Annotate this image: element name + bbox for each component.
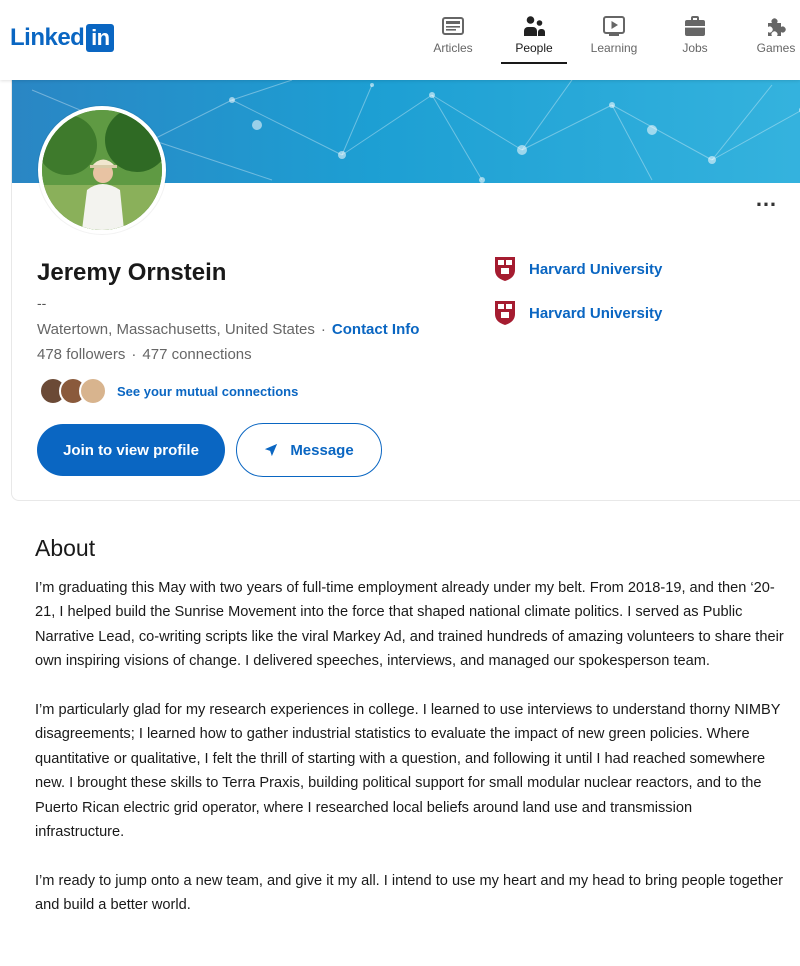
profile-photo-image: [42, 110, 162, 230]
about-paragraph: I’m graduating this May with two years of full-time employment already under my belt. From 2018-19, and then ‘20-21, I helped build the Sunrise Movement into the force that shaped national climate politics. I served as Public Narrative Lead, co-writing scripts like the viral Markey Ad, and trained hundreds of amazing volunteers to share their own inspiring visions of change. I delivered speeches, interviews, and managed our spokesperson team.: [35, 580, 784, 670]
stats-line: [37, 346, 252, 363]
nav-label: People: [515, 41, 553, 55]
nav-label: Jobs: [682, 41, 708, 55]
profile-photo[interactable]: [38, 106, 166, 234]
education-school: Harvard University: [529, 304, 663, 322]
about-title: About: [35, 535, 96, 561]
profile-location: Watertown, Massachusetts, United States: [37, 321, 315, 338]
learning-icon: [602, 14, 626, 38]
more-options-button[interactable]: …: [755, 186, 777, 211]
profile-card: [11, 80, 800, 501]
nav-label: Articles: [433, 41, 473, 55]
nav-item-learning[interactable]: [581, 14, 647, 64]
jobs-icon: [683, 14, 707, 38]
education-school: Harvard University: [529, 260, 663, 278]
separator-dot: ·: [320, 321, 326, 338]
message-button-label: Message: [290, 441, 354, 459]
harvard-shield-icon: [494, 256, 516, 282]
nav-label: Games: [756, 41, 796, 55]
about-paragraph: I’m ready to jump onto a new team, and give it my all. I intend to use my heart and my head to bring people together and build a better world.: [35, 872, 783, 914]
nav-item-games[interactable]: [743, 14, 800, 64]
mutual-avatar: [79, 377, 107, 405]
contact-info-link[interactable]: Contact Info: [331, 321, 420, 338]
message-button[interactable]: [236, 423, 382, 477]
people-icon: [522, 14, 546, 38]
profile-name: Jeremy Ornstein: [37, 259, 227, 286]
nav-item-articles[interactable]: [420, 14, 486, 64]
logo-in-box: in: [86, 24, 114, 52]
linkedin-logo[interactable]: [10, 24, 114, 52]
separator-dot: ·: [131, 346, 137, 363]
education-item[interactable]: [494, 300, 662, 326]
nav-item-jobs[interactable]: [662, 14, 728, 64]
harvard-shield-icon: [494, 300, 516, 326]
nav-label: Learning: [590, 41, 638, 55]
about-paragraph: I’m particularly glad for my research experiences in college. I learned to use interviews to understand thorny NIMBY disagreements; I learned how to gather industrial statistics to evaluate the impact of new green policies. Where quantitative or qualitative, I felt the thrill of starting with a question, and following it until I had reached somewhere new. I brought these skills to Terra Praxis, building political support for small modular nuclear reactors, and to the Puerto Rican electric grid operator, where I researched local beliefs around land use and transmission infrastructure.: [35, 702, 781, 841]
followers-count: 478 followers: [37, 346, 126, 363]
education-item[interactable]: [494, 256, 662, 282]
send-icon: [264, 443, 278, 457]
top-nav: [0, 0, 800, 80]
logo-text: Linked: [10, 24, 85, 51]
mutual-connections[interactable]: [39, 375, 298, 407]
join-to-view-profile-button[interactable]: Join to view profile: [37, 424, 225, 476]
articles-icon: [441, 14, 465, 38]
mutual-avatars: [39, 375, 113, 407]
nav-item-people[interactable]: [501, 14, 567, 64]
connections-count: 477 connections: [142, 346, 252, 363]
about-section: [35, 535, 785, 942]
games-icon: [764, 14, 788, 38]
profile-headline: --: [37, 295, 47, 311]
mutual-connections-link[interactable]: See your mutual connections: [117, 383, 299, 399]
location-line: [37, 321, 419, 338]
